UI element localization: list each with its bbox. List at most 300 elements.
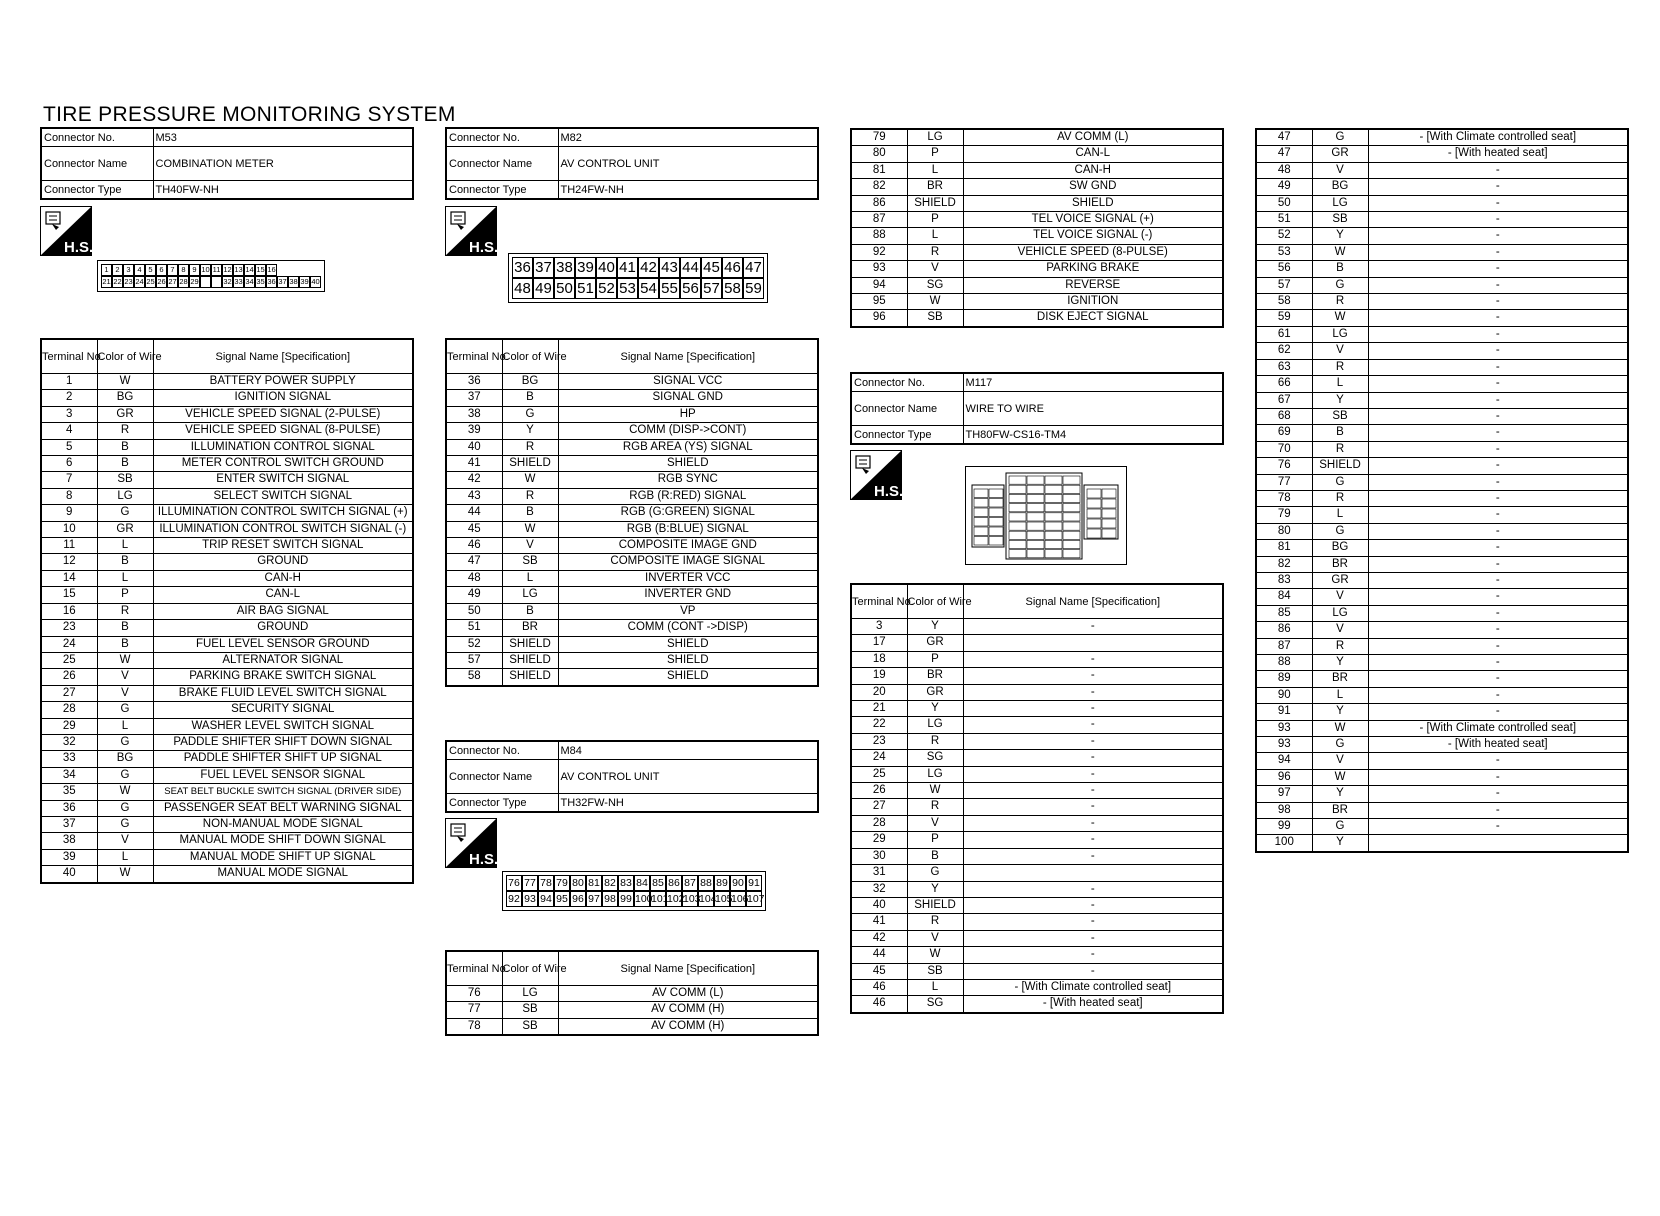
table-row [41,833,413,849]
table-row [41,456,413,472]
wire-color-cell: L [907,979,963,995]
hs-icon [40,206,92,256]
signal-name-cell: - [963,783,1223,799]
connector-pin: 16 [267,265,276,274]
wire-color-cell: G [97,800,153,816]
table-row [851,668,1223,684]
wire-color-cell: B [502,390,558,406]
terminal-no-cell: 57 [446,652,502,668]
signal-name-cell: - [963,766,1223,782]
terminal-no-cell: 22 [851,717,907,733]
terminal-no-cell: 30 [851,848,907,864]
terminal-no-cell: 87 [1256,638,1312,654]
connector-pin: 92 [506,891,522,907]
connector-pin: 41 [617,257,638,278]
connector-pin [1009,550,1026,558]
signal-name-cell: ALTERNATOR SIGNAL [153,652,413,668]
connector-pin: 104 [699,893,717,905]
header-terminal-no: Terminal No. [446,951,502,986]
connector-pin: 39 [575,257,596,278]
m117-cont-section [1255,128,1629,853]
signal-name-cell: - [963,619,1223,635]
connector-pin: 44 [680,257,701,278]
wire-color-cell: B [907,848,963,864]
table-row [851,179,1223,195]
wire-color-cell: R [1312,359,1368,375]
wire-color-cell: W [1312,720,1368,736]
wire-color-cell: R [1312,441,1368,457]
table-row [1256,753,1628,769]
table-row [1256,687,1628,703]
signal-name-cell: RGB (R:RED) SIGNAL [558,488,818,504]
connector-pin: 36 [267,277,276,286]
connector-pin [1009,494,1026,502]
connector-pin: 4 [134,264,145,276]
connector-pin [1009,522,1026,530]
terminal-no-cell: 40 [446,439,502,455]
label-connector-name: Connector Name [446,760,558,794]
signal-name-cell: - [963,815,1223,831]
hs-icon [850,450,902,500]
connector-pin [1009,531,1026,539]
wire-color-cell: LG [907,766,963,782]
connector-pin [1063,550,1080,558]
label-connector-name: Connector Name [446,147,558,181]
m117-terminal-section [850,583,1224,1014]
terminal-no-cell: 84 [1256,589,1312,605]
terminal-no-cell: 31 [851,865,907,881]
wire-color-cell: G [1312,737,1368,753]
terminal-no-cell: 41 [851,914,907,930]
wire-color-cell: GR [97,521,153,537]
connector-pin: 42 [638,257,659,278]
wire-color-cell: Y [502,423,558,439]
m53-connector-name: COMBINATION METER [153,147,413,181]
table-row [851,979,1223,995]
wire-color-cell: W [97,784,153,800]
table-row [1256,540,1628,556]
wire-color-cell: B [97,554,153,570]
connector-pin: 88 [698,875,714,891]
connector-pin: 9 [189,264,200,276]
connector-pin [1009,540,1026,548]
table-row [446,554,818,570]
wire-color-cell: L [97,718,153,734]
terminal-no-cell: 61 [1256,326,1312,342]
m82-table-body [446,374,818,686]
terminal-no-cell: 51 [446,620,502,636]
signal-name-cell: SW GND [963,179,1223,195]
wire-color-cell: G [1312,819,1368,835]
signal-name-cell: SHIELD [558,636,818,652]
table-row [851,635,1223,651]
connector-pin: 54 [638,278,659,299]
table-row [1256,146,1628,162]
signal-name-cell: - [963,947,1223,963]
table-row [851,766,1223,782]
terminal-no-cell: 29 [41,718,97,734]
wire-color-cell: Y [907,881,963,897]
connector-pin: 34 [245,277,254,286]
label-connector-no: Connector No. [446,741,558,760]
signal-name-cell: FUEL LEVEL SENSOR SIGNAL [153,767,413,783]
connector-pin: 28 [179,277,188,286]
hs-icon [445,206,497,256]
connector-pin: 55 [659,278,680,299]
connector-pin [1027,513,1044,521]
wire-color-cell: SHIELD [907,195,963,211]
connector-pin [1009,504,1026,512]
hs-label: H.S. [64,239,94,256]
table-row [1256,556,1628,572]
wire-color-cell: SB [502,554,558,570]
wire-color-cell: R [502,488,558,504]
wire-color-cell: W [1312,310,1368,326]
header-terminal-no: Terminal No. [851,584,907,619]
signal-name-cell: - [963,651,1223,667]
signal-name-cell: SEAT BELT BUCKLE SWITCH SIGNAL (DRIVER SIDE) [153,784,413,800]
wire-color-cell: B [97,636,153,652]
wire-color-cell: L [97,570,153,586]
signal-name-cell: - [1368,376,1628,392]
signal-name-cell: - [1368,605,1628,621]
signal-name-cell: - [963,914,1223,930]
connector-pin: 48 [512,278,533,299]
terminal-no-cell: 42 [446,472,502,488]
connector-pin: 57 [701,278,722,299]
connector-pin: 43 [659,257,680,278]
terminal-no-cell: 93 [1256,737,1312,753]
table-row [41,488,413,504]
terminal-no-cell: 37 [446,390,502,406]
connector-pin: 36 [512,257,533,278]
wire-color-cell: G [907,865,963,881]
table-row [851,783,1223,799]
connector-pin: 46 [722,257,743,278]
terminal-no-cell: 4 [41,423,97,439]
m82-connector-no: M82 [558,128,818,147]
connector-pin: 99 [618,891,634,907]
terminal-no-cell: 99 [1256,819,1312,835]
header-terminal-no: Terminal No. [41,339,97,374]
connector-pin: 50 [554,278,575,299]
table-row [1256,244,1628,260]
terminal-no-cell: 47 [1256,129,1312,146]
signal-name-cell: COMPOSITE IMAGE SIGNAL [558,554,818,570]
terminal-no-cell: 52 [446,636,502,652]
signal-name-cell: CAN-H [153,570,413,586]
wire-color-cell: G [97,816,153,832]
connector-pin: 11 [212,265,221,274]
connector-pin [1027,531,1044,539]
wire-color-cell: P [97,587,153,603]
table-row [1256,326,1628,342]
connector-pin: 26 [157,277,166,286]
label-connector-type: Connector Type [851,426,963,445]
table-row [41,554,413,570]
m84-info-table [445,740,819,813]
table-row [1256,343,1628,359]
connector-pin: 58 [722,278,743,299]
wire-color-cell: L [1312,376,1368,392]
signal-name-cell: - [1368,589,1628,605]
connector-pin: 85 [650,875,666,891]
terminal-no-cell: 82 [1256,556,1312,572]
signal-name-cell: BATTERY POWER SUPPLY [153,374,413,390]
terminal-no-cell: 12 [41,554,97,570]
table-row [41,472,413,488]
terminal-no-cell: 50 [1256,195,1312,211]
table-row [41,423,413,439]
label-connector-name: Connector Name [851,392,963,426]
wire-color-cell: Y [1312,786,1368,802]
wire-color-cell: LG [907,129,963,146]
signal-name-cell: INVERTER VCC [558,570,818,586]
table-row [41,521,413,537]
terminal-no-cell: 80 [1256,523,1312,539]
wire-color-cell: Y [1312,704,1368,720]
wire-color-cell: W [1312,769,1368,785]
terminal-no-cell: 59 [1256,310,1312,326]
signal-name-cell: - [1368,540,1628,556]
connector-pin: 100 [635,893,653,905]
wire-color-cell: P [907,212,963,228]
terminal-no-cell: 34 [41,767,97,783]
table-row [851,651,1223,667]
connector-pin: 29 [190,277,199,286]
wire-color-cell: P [907,146,963,162]
table-row [446,472,818,488]
table-row [41,751,413,767]
connector-pin [1009,513,1026,521]
m84-table-body [446,986,818,1036]
terminal-no-cell: 44 [851,947,907,963]
signal-name-cell: - [With Climate controlled seat] [963,979,1223,995]
signal-name-cell: CAN-L [963,146,1223,162]
signal-name-cell: AV COMM (H) [558,1002,818,1018]
table-row [41,784,413,800]
signal-name-cell: VEHICLE SPEED (8-PULSE) [963,244,1223,260]
table-row [1256,129,1628,146]
m82-section [445,127,819,200]
signal-name-cell: GROUND [153,620,413,636]
wire-color-cell: GR [1312,146,1368,162]
connector-pin [1027,494,1044,502]
connector-pin [1063,522,1080,530]
terminal-no-cell: 23 [851,733,907,749]
wire-color-cell: P [907,651,963,667]
terminal-no-cell: 86 [851,195,907,211]
terminal-no-cell: 28 [851,815,907,831]
terminal-no-cell: 46 [446,538,502,554]
connector-pin [989,527,1003,536]
wire-color-cell: LG [97,488,153,504]
terminal-no-cell: 9 [41,505,97,521]
connector-pin: 83 [618,875,634,891]
signal-name-cell: - [1368,655,1628,671]
table-row [41,734,413,750]
signal-name-cell: - [1368,294,1628,310]
table-row [851,294,1223,310]
terminal-no-cell: 57 [1256,277,1312,293]
signal-name-cell: - [1368,425,1628,441]
wire-color-cell: GR [907,684,963,700]
connector-pin [974,527,988,536]
table-row [1256,162,1628,178]
connector-pin [1045,485,1062,493]
connector-pin: 8 [178,264,189,276]
connector-pin: 37 [278,277,287,286]
signal-name-cell: - [With Climate controlled seat] [1368,720,1628,736]
table-row [1256,720,1628,736]
signal-name-cell: SELECT SWITCH SIGNAL [153,488,413,504]
connector-pin: 52 [596,278,617,299]
terminal-no-cell: 93 [851,261,907,277]
connector-pin [211,276,222,288]
wire-color-cell: W [907,947,963,963]
wire-color-cell: R [907,799,963,815]
terminal-no-cell: 66 [1256,376,1312,392]
wire-color-cell: B [1312,425,1368,441]
signal-name-cell: - [1368,261,1628,277]
signal-name-cell: - [With heated seat] [1368,737,1628,753]
signal-name-cell: MANUAL MODE SHIFT DOWN SIGNAL [153,833,413,849]
connector-pin [1027,550,1044,558]
terminal-no-cell: 67 [1256,392,1312,408]
wire-color-cell: BR [502,620,558,636]
m117-connector-name: WIRE TO WIRE [963,392,1223,426]
wire-color-cell: Y [907,701,963,717]
connector-pin [1063,476,1080,484]
signal-name-cell: - [1368,671,1628,687]
signal-name-cell: - [1368,769,1628,785]
m53-table-body [41,374,413,883]
m53-info-table [40,127,414,200]
connector-pin: 27 [168,277,177,286]
terminal-no-cell: 52 [1256,228,1312,244]
terminal-no-cell: 43 [446,488,502,504]
connector-pin: 49 [533,278,554,299]
signal-name-cell: - [1368,244,1628,260]
signal-name-cell [963,635,1223,651]
wire-color-cell: Y [1312,655,1368,671]
table-row [41,652,413,668]
signal-name-cell: GROUND [153,554,413,570]
wire-color-cell: SB [1312,212,1368,228]
terminal-no-cell: 19 [851,668,907,684]
connector-pin: 78 [538,875,554,891]
signal-name-cell: - [With heated seat] [963,996,1223,1013]
terminal-no-cell: 58 [1256,294,1312,310]
terminal-no-cell: 78 [1256,490,1312,506]
m53-terminal-section [40,338,414,884]
terminal-no-cell: 36 [41,800,97,816]
connector-pin [974,518,988,527]
table-row [851,261,1223,277]
wire-color-cell: R [907,244,963,260]
connector-pin: 38 [554,257,575,278]
signal-name-cell: RGB SYNC [558,472,818,488]
terminal-no-cell: 3 [851,619,907,635]
wire-color-cell: V [1312,753,1368,769]
table-row [41,505,413,521]
wire-color-cell: V [907,815,963,831]
signal-name-cell: - [1368,556,1628,572]
table-row [851,733,1223,749]
table-row [851,996,1223,1013]
signal-name-cell: - [963,832,1223,848]
connector-pin: 24 [135,277,144,286]
connector-pin: 15 [256,265,265,274]
wire-color-cell: W [907,294,963,310]
table-row [1256,671,1628,687]
terminal-no-cell: 47 [446,554,502,570]
signal-name-cell: CAN-L [153,587,413,603]
m53-section [40,127,414,200]
wire-color-cell: BR [1312,556,1368,572]
connector-pin [1045,540,1062,548]
signal-name-cell: - [963,799,1223,815]
wire-color-cell: LG [1312,195,1368,211]
signal-name-cell: - [963,930,1223,946]
connector-pin: 6 [156,264,167,276]
terminal-no-cell: 20 [851,684,907,700]
table-row [41,390,413,406]
wire-color-cell: G [97,702,153,718]
connector-pin [1102,519,1116,528]
table-row [446,488,818,504]
signal-name-cell: ILLUMINATION CONTROL SIGNAL [153,439,413,455]
table-row [1256,441,1628,457]
wire-color-cell: L [97,849,153,865]
connector-pin: 59 [743,278,764,299]
m53-terminal-table [40,338,414,884]
signal-name-cell: HP [558,406,818,422]
wire-color-cell: G [502,406,558,422]
connector-pin: 53 [617,278,638,299]
connector-pin: 84 [634,875,650,891]
signal-name-cell: PASSENGER SEAT BELT WARNING SIGNAL [153,800,413,816]
m82-connector-type: TH24FW-NH [558,181,818,200]
connector-pin: 82 [602,875,618,891]
table-row [41,636,413,652]
m84-cont-table [850,128,1224,328]
table-row [446,620,818,636]
connector-pin [1063,513,1080,521]
terminal-no-cell: 27 [41,685,97,701]
table-row [1256,425,1628,441]
terminal-no-cell: 37 [41,816,97,832]
signal-name-cell: RGB (G:GREEN) SIGNAL [558,505,818,521]
terminal-no-cell: 10 [41,521,97,537]
signal-name-cell: - [1368,212,1628,228]
signal-name-cell: - [1368,408,1628,424]
terminal-no-cell: 5 [41,439,97,455]
signal-name-cell: - [963,717,1223,733]
signal-name-cell: DISK EJECT SIGNAL [963,310,1223,327]
connector-pin [1102,489,1116,498]
signal-name-cell: SHIELD [558,456,818,472]
signal-name-cell: - [With heated seat] [1368,146,1628,162]
table-row [1256,212,1628,228]
terminal-no-cell: 32 [41,734,97,750]
wire-color-cell: V [97,669,153,685]
terminal-no-cell: 23 [41,620,97,636]
table-row [446,603,818,619]
terminal-no-cell: 53 [1256,244,1312,260]
signal-name-cell: - [963,881,1223,897]
terminal-no-cell: 91 [1256,704,1312,720]
